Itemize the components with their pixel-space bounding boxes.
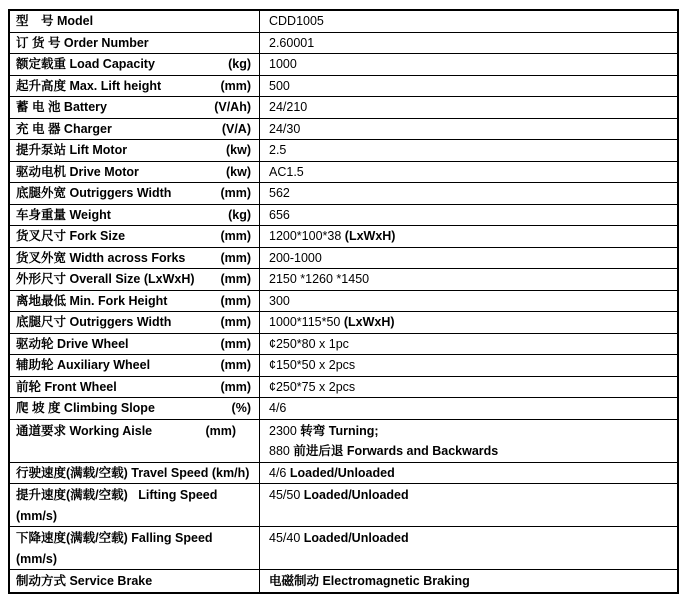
table-row <box>10 33 677 55</box>
spec-value-cell <box>260 248 677 269</box>
spec-unit: (kg) <box>228 57 251 72</box>
spec-value-bold-text: (LxWxH) <box>344 229 396 244</box>
spec-value-cell <box>260 226 677 247</box>
spec-unit: (kw) <box>226 143 251 158</box>
spec-value-cell <box>260 291 677 312</box>
spec-unit: (mm) <box>220 272 251 287</box>
spec-value-line <box>269 140 673 160</box>
spec-value-text: 656 <box>269 207 290 222</box>
spec-value-line <box>269 205 673 225</box>
spec-value-bold-text: (LxWxH) <box>343 315 395 330</box>
table-row <box>10 11 677 33</box>
spec-value-text: 1000 <box>269 57 297 72</box>
spec-value-text: 45/40 <box>269 531 304 545</box>
spec-label-cell <box>10 76 260 97</box>
spec-label: 型 号 Model <box>16 14 94 29</box>
spec-label: 外形尺寸 Overall Size (LxWxH) <box>16 272 195 287</box>
spec-value-line <box>269 463 673 483</box>
spec-label-cell <box>10 484 260 526</box>
spec-value-text: 4/6 <box>269 465 290 480</box>
spec-label-cell <box>10 54 260 75</box>
spec-unit: (%) <box>231 401 251 416</box>
spec-label-cell <box>10 11 260 32</box>
spec-value-bold-text: Loaded/Unloaded <box>303 488 409 502</box>
spec-label: 离地最低 Min. Fork Height <box>16 293 168 308</box>
spec-value-cell <box>260 11 677 32</box>
spec-label: 额定载重 Load Capacity <box>16 57 155 72</box>
spec-value-line <box>269 226 673 246</box>
spec-label-cell <box>10 570 260 592</box>
spec-label: 起升高度 Max. Lift height <box>16 78 162 93</box>
spec-value-cell <box>260 355 677 376</box>
spec-label: 提升速度(满载/空载) Lifting Speed <box>16 488 218 502</box>
spec-label: 底腿尺寸 Outriggers Width <box>16 315 172 330</box>
spec-label-cell <box>10 420 260 462</box>
spec-label-cell <box>10 527 260 569</box>
spec-value-line <box>269 441 673 462</box>
table-row <box>10 269 677 291</box>
spec-value-text: ¢250*80 x 1pc <box>269 336 349 351</box>
spec-value-line <box>269 76 673 96</box>
spec-value-text: 1200*100*38 <box>269 229 345 244</box>
table-row <box>10 312 677 334</box>
spec-label-cell <box>10 334 260 355</box>
spec-label-cell <box>10 463 260 484</box>
spec-label-cell <box>10 398 260 419</box>
spec-value-text: 2150 *1260 *1450 <box>269 272 370 287</box>
spec-value-text: 24/30 <box>269 121 301 136</box>
table-row <box>10 291 677 313</box>
spec-label-cell <box>10 140 260 161</box>
spec-unit: (mm) <box>220 336 251 351</box>
spec-value-line <box>269 291 673 311</box>
spec-unit: (mm) <box>220 186 251 201</box>
spec-value-text: 2.5 <box>269 143 287 158</box>
spec-label: 辅助轮 Auxiliary Wheel <box>16 358 151 373</box>
table-row <box>10 398 677 420</box>
spec-label-cell <box>10 97 260 118</box>
spec-unit: (V/Ah) <box>214 100 251 115</box>
spec-unit: (kg) <box>228 207 251 222</box>
spec-label: 蓄 电 池 Battery <box>16 100 107 115</box>
spec-value-cell <box>260 162 677 183</box>
spec-value-text: 200-1000 <box>269 250 322 265</box>
table-row <box>10 162 677 184</box>
spec-unit: (mm) <box>220 358 251 373</box>
spec-value-line <box>269 54 673 74</box>
table-row <box>10 355 677 377</box>
spec-label-cell <box>10 205 260 226</box>
spec-value-cell <box>260 97 677 118</box>
spec-value-line <box>269 485 673 506</box>
spec-value-line <box>269 312 673 332</box>
spec-value-text: 24/210 <box>269 100 308 115</box>
spec-value-cell <box>260 183 677 204</box>
spec-label: 底腿外宽 Outriggers Width <box>16 186 172 201</box>
spec-label: 车身重量 Weight <box>16 207 111 222</box>
table-row <box>10 226 677 248</box>
spec-value-cell <box>260 76 677 97</box>
spec-value-line <box>269 33 673 53</box>
spec-value-bold-text: 电磁制动 Electromagnetic Braking <box>269 573 470 588</box>
spec-label-cell <box>10 355 260 376</box>
spec-value-cell <box>260 570 677 592</box>
table-row <box>10 570 677 592</box>
spec-label-line2: (mm/s) <box>16 508 57 523</box>
spec-label: 行驶速度(满载/空载) Travel Speed (km/h) <box>16 465 250 480</box>
spec-label-cell <box>10 248 260 269</box>
spec-value-text: 500 <box>269 78 290 93</box>
spec-label-cell <box>10 291 260 312</box>
spec-value-text: 45/50 <box>269 488 304 502</box>
spec-value-text: 2300 <box>269 423 301 438</box>
table-row <box>10 377 677 399</box>
spec-value-cell <box>260 420 677 462</box>
spec-label-cell <box>10 162 260 183</box>
spec-value-line <box>269 162 673 182</box>
spec-value-bold-text: 转弯 Turning; <box>300 423 379 438</box>
spec-value-line <box>269 248 673 268</box>
spec-unit: (V/A) <box>221 121 251 136</box>
table-row <box>10 54 677 76</box>
spec-value-cell <box>260 205 677 226</box>
spec-unit: (mm) <box>205 423 236 438</box>
spec-value-line <box>269 398 673 418</box>
spec-unit: (mm) <box>220 293 251 308</box>
spec-value-line <box>269 183 673 203</box>
spec-value-text: 1000*115*50 <box>269 315 344 330</box>
spec-value-line <box>269 421 673 442</box>
spec-value-line <box>269 571 673 591</box>
spec-label: 制动方式 Service Brake <box>16 573 153 588</box>
spec-label-cell <box>10 33 260 54</box>
spec-table <box>8 9 679 594</box>
spec-label: 通道要求 Working Aisle <box>16 423 153 438</box>
spec-value-text: ¢150*50 x 2pcs <box>269 358 356 373</box>
spec-value-line <box>269 334 673 354</box>
spec-label-cell <box>10 183 260 204</box>
spec-unit: (mm) <box>220 229 251 244</box>
spec-label: 前轮 Front Wheel <box>16 379 117 394</box>
spec-label: 订 货 号 Order Number <box>16 35 149 50</box>
spec-value-cell <box>260 484 677 526</box>
table-row <box>10 76 677 98</box>
spec-value-bold-text: Loaded/Unloaded <box>289 465 395 480</box>
table-row <box>10 140 677 162</box>
spec-label: 驱动轮 Drive Wheel <box>16 336 129 351</box>
spec-value-cell <box>260 33 677 54</box>
spec-value-line <box>269 11 673 31</box>
spec-label: 驱动电机 Drive Motor <box>16 164 139 179</box>
spec-label: 货叉尺寸 Fork Size <box>16 229 126 244</box>
spec-value-cell <box>260 334 677 355</box>
spec-value-cell <box>260 377 677 398</box>
spec-value-line <box>269 377 673 397</box>
table-row <box>10 527 677 570</box>
spec-label-cell <box>10 226 260 247</box>
spec-label: 货叉外宽 Width across Forks <box>16 250 186 265</box>
spec-value-text: ¢250*75 x 2pcs <box>269 379 356 394</box>
spec-value-text: 2.60001 <box>269 35 315 50</box>
spec-label-line2: (mm/s) <box>16 551 57 566</box>
spec-value-cell <box>260 463 677 484</box>
spec-unit: (mm) <box>220 315 251 330</box>
spec-value-text: 4/6 <box>269 401 287 416</box>
spec-value-bold-text: Loaded/Unloaded <box>303 531 409 545</box>
table-row <box>10 420 677 463</box>
spec-value-cell <box>260 527 677 569</box>
spec-value-bold-text: 前进后退 Forwards and Backwards <box>293 444 499 458</box>
spec-value-text: CDD1005 <box>269 14 324 29</box>
spec-label-cell <box>10 119 260 140</box>
spec-value-line <box>269 355 673 375</box>
spec-label: 爬 坡 度 Climbing Slope <box>16 401 155 416</box>
spec-value-line <box>269 528 673 549</box>
table-row <box>10 334 677 356</box>
spec-label-cell <box>10 312 260 333</box>
spec-value-cell <box>260 119 677 140</box>
spec-label: 充 电 器 Charger <box>16 121 112 136</box>
spec-value-text: 562 <box>269 186 290 201</box>
spec-unit: (kw) <box>226 164 251 179</box>
spec-value-text: 880 <box>269 444 294 458</box>
table-row <box>10 248 677 270</box>
spec-value-cell <box>260 54 677 75</box>
table-row <box>10 119 677 141</box>
table-row <box>10 484 677 527</box>
spec-value-cell <box>260 312 677 333</box>
spec-label-cell <box>10 269 260 290</box>
spec-value-cell <box>260 398 677 419</box>
spec-unit: (mm) <box>220 250 251 265</box>
table-row <box>10 463 677 485</box>
spec-value-line <box>269 97 673 117</box>
table-row <box>10 205 677 227</box>
spec-value-text: AC1.5 <box>269 164 304 179</box>
spec-value-cell <box>260 140 677 161</box>
spec-value-line <box>269 119 673 139</box>
spec-value-cell <box>260 269 677 290</box>
spec-label: 下降速度(满载/空载) Falling Speed <box>16 531 213 545</box>
table-row <box>10 97 677 119</box>
spec-value-line <box>269 269 673 289</box>
spec-unit: (mm) <box>220 379 251 394</box>
table-row <box>10 183 677 205</box>
spec-unit: (mm) <box>220 78 251 93</box>
spec-label-cell <box>10 377 260 398</box>
spec-label: 提升泵站 Lift Motor <box>16 143 128 158</box>
spec-value-text: 300 <box>269 293 290 308</box>
